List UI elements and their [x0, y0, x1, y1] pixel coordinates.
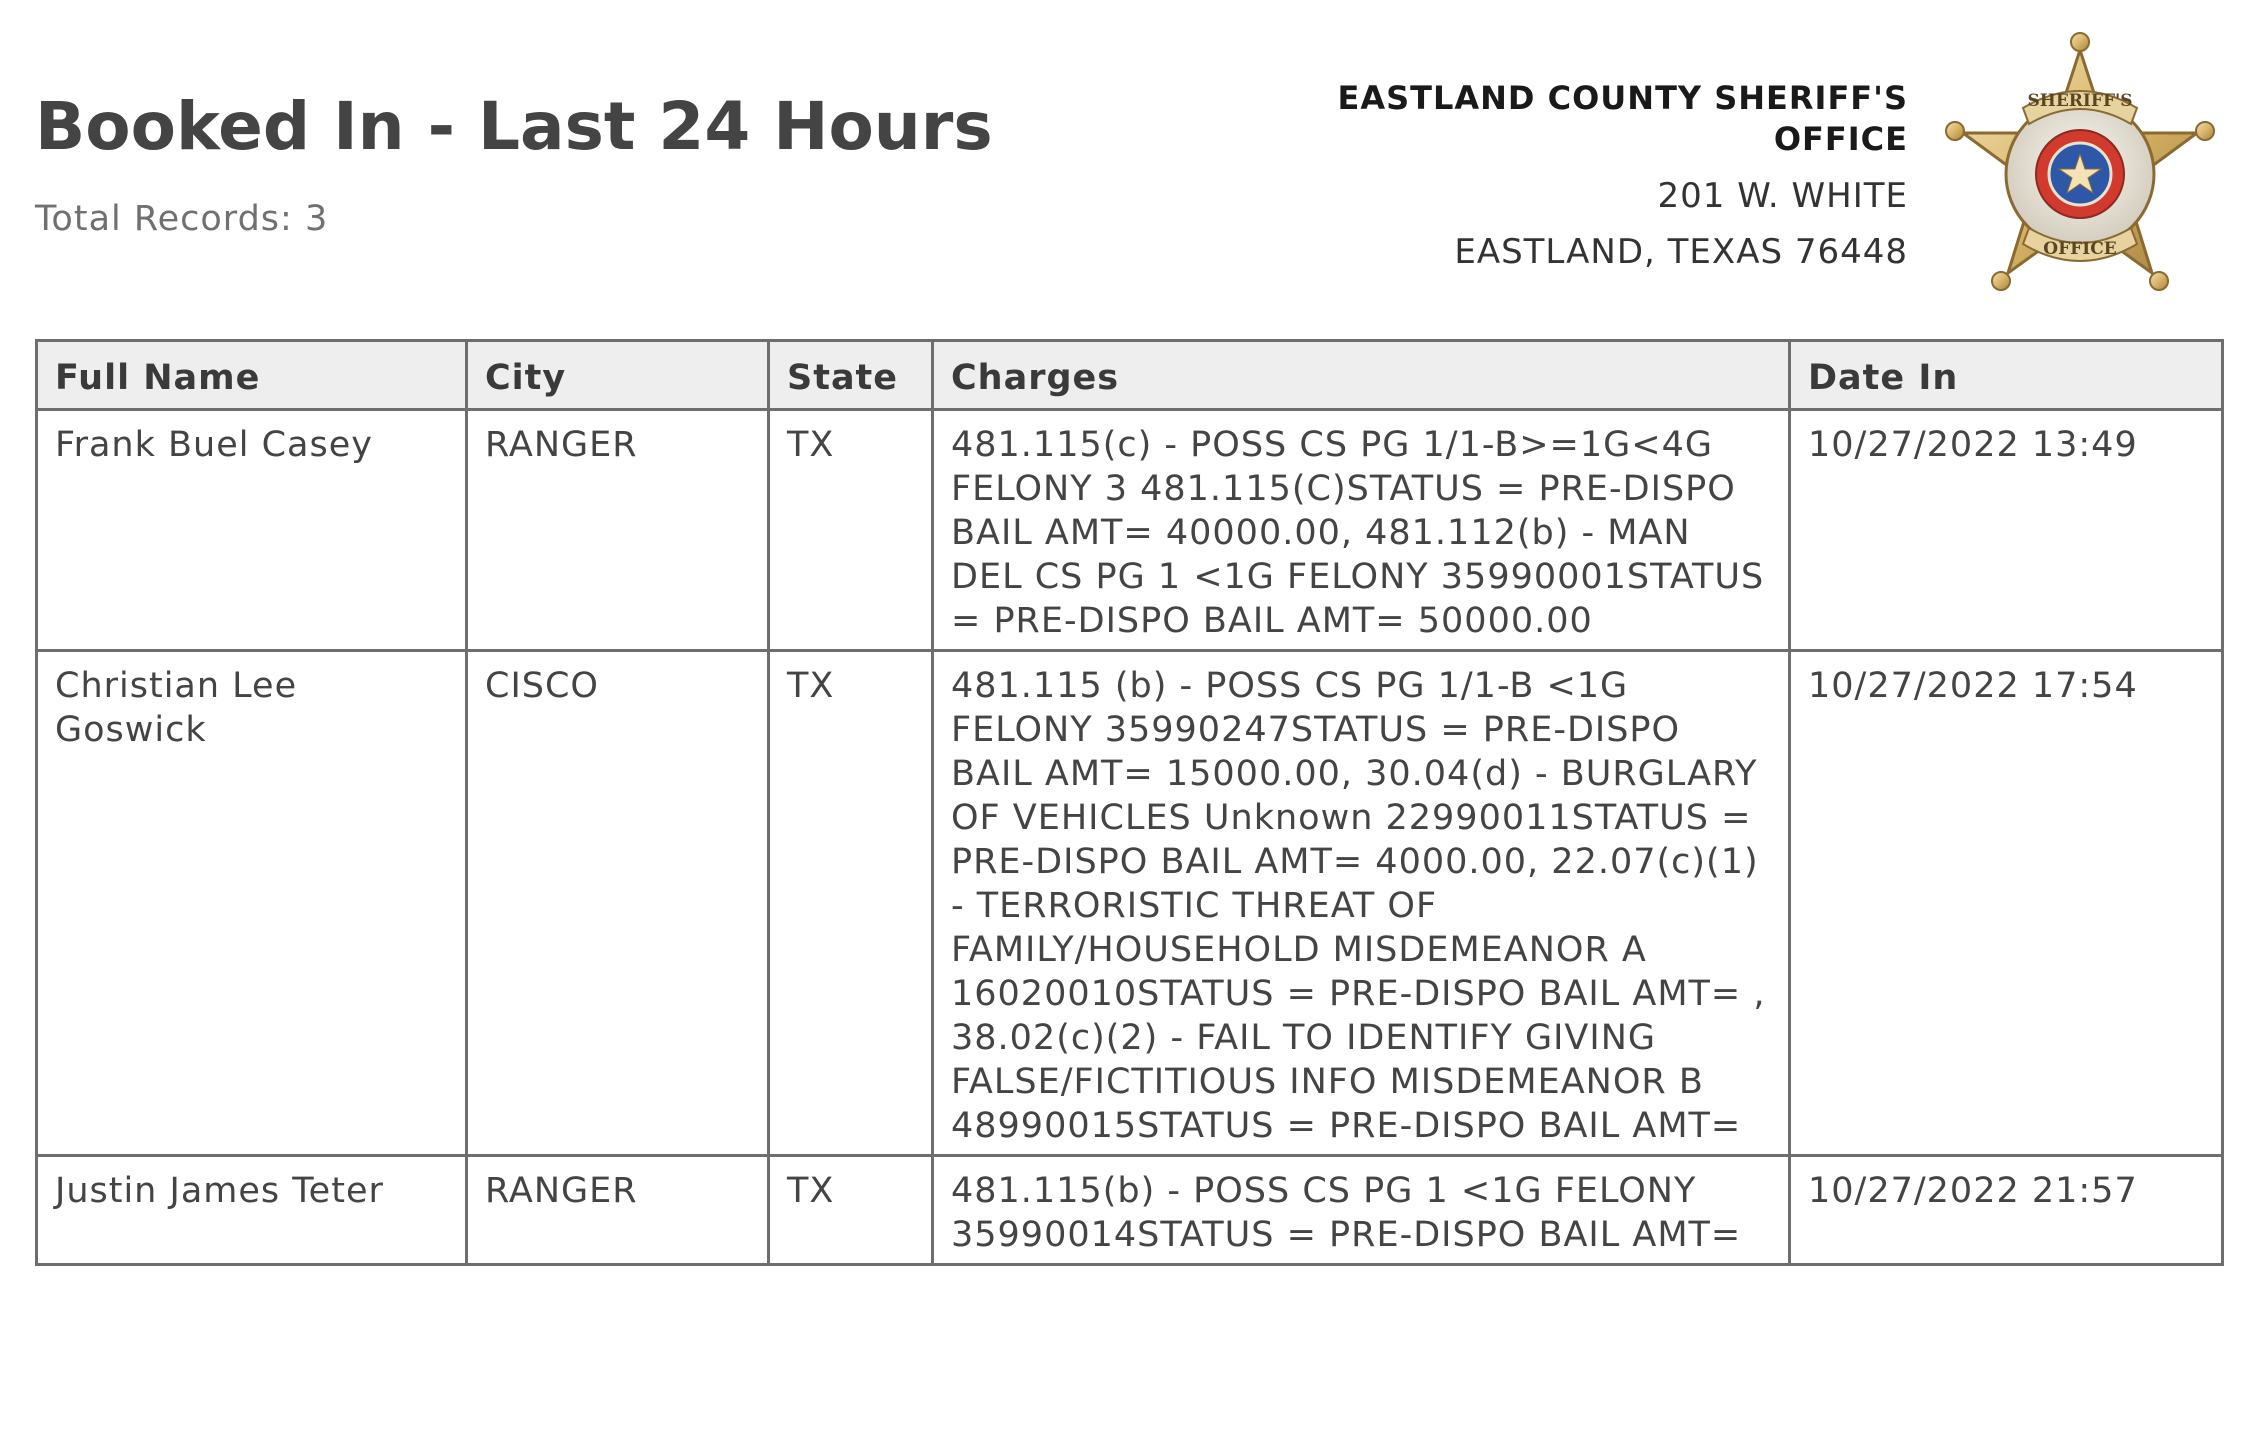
table-header-row: [37, 341, 2223, 410]
table-row: [37, 651, 2223, 1156]
column-header-full-name: Full Name: [37, 341, 467, 410]
cell-full-name: Justin James Teter: [37, 1156, 467, 1265]
cell-state: TX: [769, 410, 933, 651]
cell-city: RANGER: [467, 410, 769, 651]
cell-full-name: Christian Lee Goswick: [37, 651, 467, 1156]
cell-state: TX: [769, 651, 933, 1156]
sheriff-star-badge-logo: [1935, 28, 2225, 308]
column-header-state: State: [769, 341, 933, 410]
cell-charges: 481.115(c) - POSS CS PG 1/1-B>=1G<4G FELONY 3 481.115(C)STATUS = PRE-DISPO BAIL AMT= 40000.00, 481.112(b) - MAN DEL CS PG 1 <1G FELONY 35990001STATUS = PRE-DISPO BAIL AMT= 50000.00: [933, 410, 1790, 651]
cell-date-in: 10/27/2022 17:54: [1790, 651, 2223, 1156]
office-city-state-zip: EASTLAND, TEXAS 76448: [1454, 232, 1908, 272]
column-header-city: City: [467, 341, 769, 410]
cell-charges: 481.115 (b) - POSS CS PG 1/1-B <1G FELONY 35990247STATUS = PRE-DISPO BAIL AMT= 15000.00, 30.04(d) - BURGLARY OF VEHICLES Unknown 22990011STATUS = PRE-DISPO BAIL AMT= 4000.00, 22.07(c)(1) - TERRORISTIC THREAT OF FAMILY/HOUSEHOLD MISDEMEANOR A 16020010STATUS = PRE-DISPO BAIL AMT= , 38.02(c)(2) - FAIL TO IDENTIFY GIVING FALSE/FICTITIOUS INFO MISDEMEANOR B 48990015STATUS = PRE-DISPO BAIL AMT=: [933, 651, 1790, 1156]
cell-city: RANGER: [467, 1156, 769, 1265]
svg-text:OFFICE: OFFICE: [2043, 239, 2117, 259]
page-title: Booked In - Last 24 Hours: [35, 88, 993, 165]
total-records-count: Total Records: 3: [35, 199, 329, 239]
office-address-block: [1268, 78, 1908, 272]
column-header-charges: Charges: [933, 341, 1790, 410]
office-street-address: 201 W. WHITE: [1657, 176, 1908, 216]
cell-city: CISCO: [467, 651, 769, 1156]
column-header-date-in: Date In: [1790, 341, 2223, 410]
cell-date-in: 10/27/2022 13:49: [1790, 410, 2223, 651]
office-name: EASTLAND COUNTY SHERIFF'S OFFICE: [1337, 79, 1908, 158]
cell-date-in: 10/27/2022 21:57: [1790, 1156, 2223, 1265]
cell-charges: 481.115(b) - POSS CS PG 1 <1G FELONY 35990014STATUS = PRE-DISPO BAIL AMT=: [933, 1156, 1790, 1265]
cell-state: TX: [769, 1156, 933, 1265]
cell-full-name: Frank Buel Casey: [37, 410, 467, 651]
table-row: [37, 1156, 2223, 1265]
svg-text:SHERIFF'S: SHERIFF'S: [2027, 91, 2133, 111]
booked-in-table: [35, 339, 2224, 1266]
table-row: [37, 410, 2223, 651]
